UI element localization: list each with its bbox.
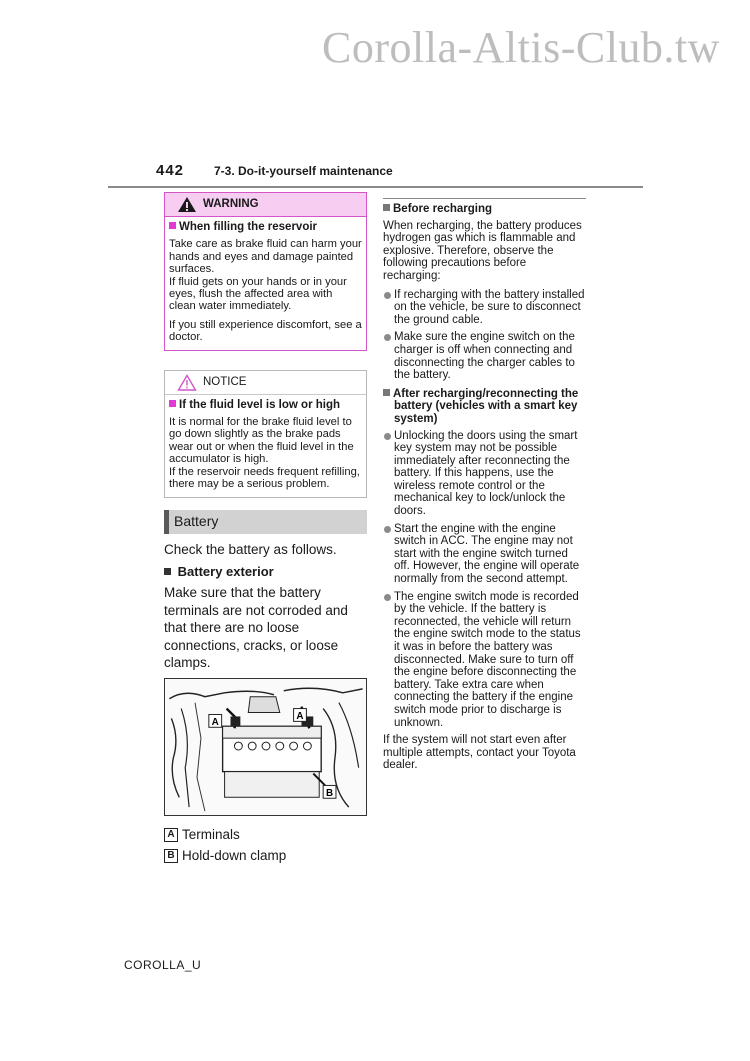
callout-hold-down-clamp xyxy=(164,848,367,863)
notice-paragraph: It is normal for the brake fluid level to go down slightly as the brake pads wear out or when the fluid level in the accumulator is high. If the reservoir needs frequent refilling, there may be a serious problem. xyxy=(169,416,360,491)
notice-subheading: If the fluid level is low or high xyxy=(169,399,362,411)
warning-label: WARNING xyxy=(203,198,259,210)
warning-body xyxy=(165,217,366,350)
figure-label-a-left: A xyxy=(211,716,219,728)
battery-section-heading: Battery xyxy=(164,510,367,534)
battery-exterior-heading: Battery exterior xyxy=(164,564,367,579)
after-recharging-heading: After recharging/reconnecting the battery (vehicles with a smart key system) xyxy=(383,388,586,426)
warning-subheading: When filling the reservoir xyxy=(169,221,362,233)
right-column xyxy=(383,198,586,778)
closing-text: If the system will not start even after multiple attempts, contact your Toyota dealer. xyxy=(383,734,576,772)
page-header xyxy=(108,160,643,188)
after-recharging-list xyxy=(383,430,586,730)
notice-body xyxy=(165,395,366,497)
list-item: If recharging with the battery installed on the vehicle, be sure to disconnect the ground cable. xyxy=(383,289,586,327)
square-bullet-icon xyxy=(164,568,171,575)
warning-box xyxy=(164,192,367,351)
footer-label: COROLLA_U xyxy=(124,958,202,972)
square-bullet-icon xyxy=(383,204,390,211)
callout-text: Terminals xyxy=(182,827,240,843)
watermark: Corolla-Altis-Club.tw xyxy=(322,23,720,72)
callout-letter: B xyxy=(164,849,178,863)
before-recharging-heading: Before recharging xyxy=(383,203,586,216)
notice-header xyxy=(165,371,366,395)
list-item: Start the engine with the engine switch in ACC. The engine may not start with the engine switch turned off. However, the engine will operate normally from the second attempt. xyxy=(383,523,586,586)
notice-triangle-icon xyxy=(177,374,197,391)
notice-label: NOTICE xyxy=(203,375,247,388)
section-title: 7-3. Do-it-yourself maintenance xyxy=(214,164,393,178)
pink-square-icon xyxy=(169,400,176,407)
before-recharging-list xyxy=(383,289,586,382)
battery-illustration xyxy=(164,678,367,816)
before-recharging-section xyxy=(383,198,586,382)
warning-triangle-icon xyxy=(177,196,197,213)
notice-box xyxy=(164,370,367,498)
list-item: Unlocking the doors using the smart key system may not be possible immediately after reconnecting the battery. If this happens, use the wireless remote control or the mechanical key to lock/unlock the doors. xyxy=(383,430,586,518)
warning-paragraph-1: Take care as brake fluid can harm your hands and eyes and damage painted surfaces. If fluid gets on your hands or in your eyes, flush the affected area with clean water immediately. xyxy=(169,238,362,313)
callout-terminals xyxy=(164,827,367,842)
callout-text: Hold-down clamp xyxy=(182,848,287,864)
before-recharging-intro: When recharging, the battery produces hydrogen gas which is flammable and explosive. Therefore, observe the following precautions before recharging: xyxy=(383,219,582,282)
pink-square-icon xyxy=(169,222,176,229)
warning-paragraph-2: If you still experience discomfort, see a doctor. xyxy=(169,318,362,344)
list-item: Make sure the engine switch on the charger is off when connecting and disconnecting the charger cables to the battery. xyxy=(383,331,586,381)
battery-exterior-text: Make sure that the battery terminals are not corroded and that there are no loose connections, cracks, or loose clamps. xyxy=(164,585,348,671)
warning-header xyxy=(165,193,366,217)
figure-label-b: B xyxy=(326,787,334,799)
left-column xyxy=(164,192,367,863)
figure-label-a-right: A xyxy=(296,710,304,722)
callout-letter: A xyxy=(164,828,178,842)
page-number: 442 xyxy=(156,162,185,179)
list-item: The engine switch mode is recorded by the vehicle. If the battery is reconnected, the vehicle will return the engine switch mode to the status it was in before the battery was disconnected. Make sure to turn off the engine before disconnecting the battery. Take extra care when connecting the battery if the engine switch mode prior to discharge is unknown. xyxy=(383,591,586,730)
square-bullet-icon xyxy=(383,389,390,396)
battery-intro: Check the battery as follows. xyxy=(164,541,337,557)
